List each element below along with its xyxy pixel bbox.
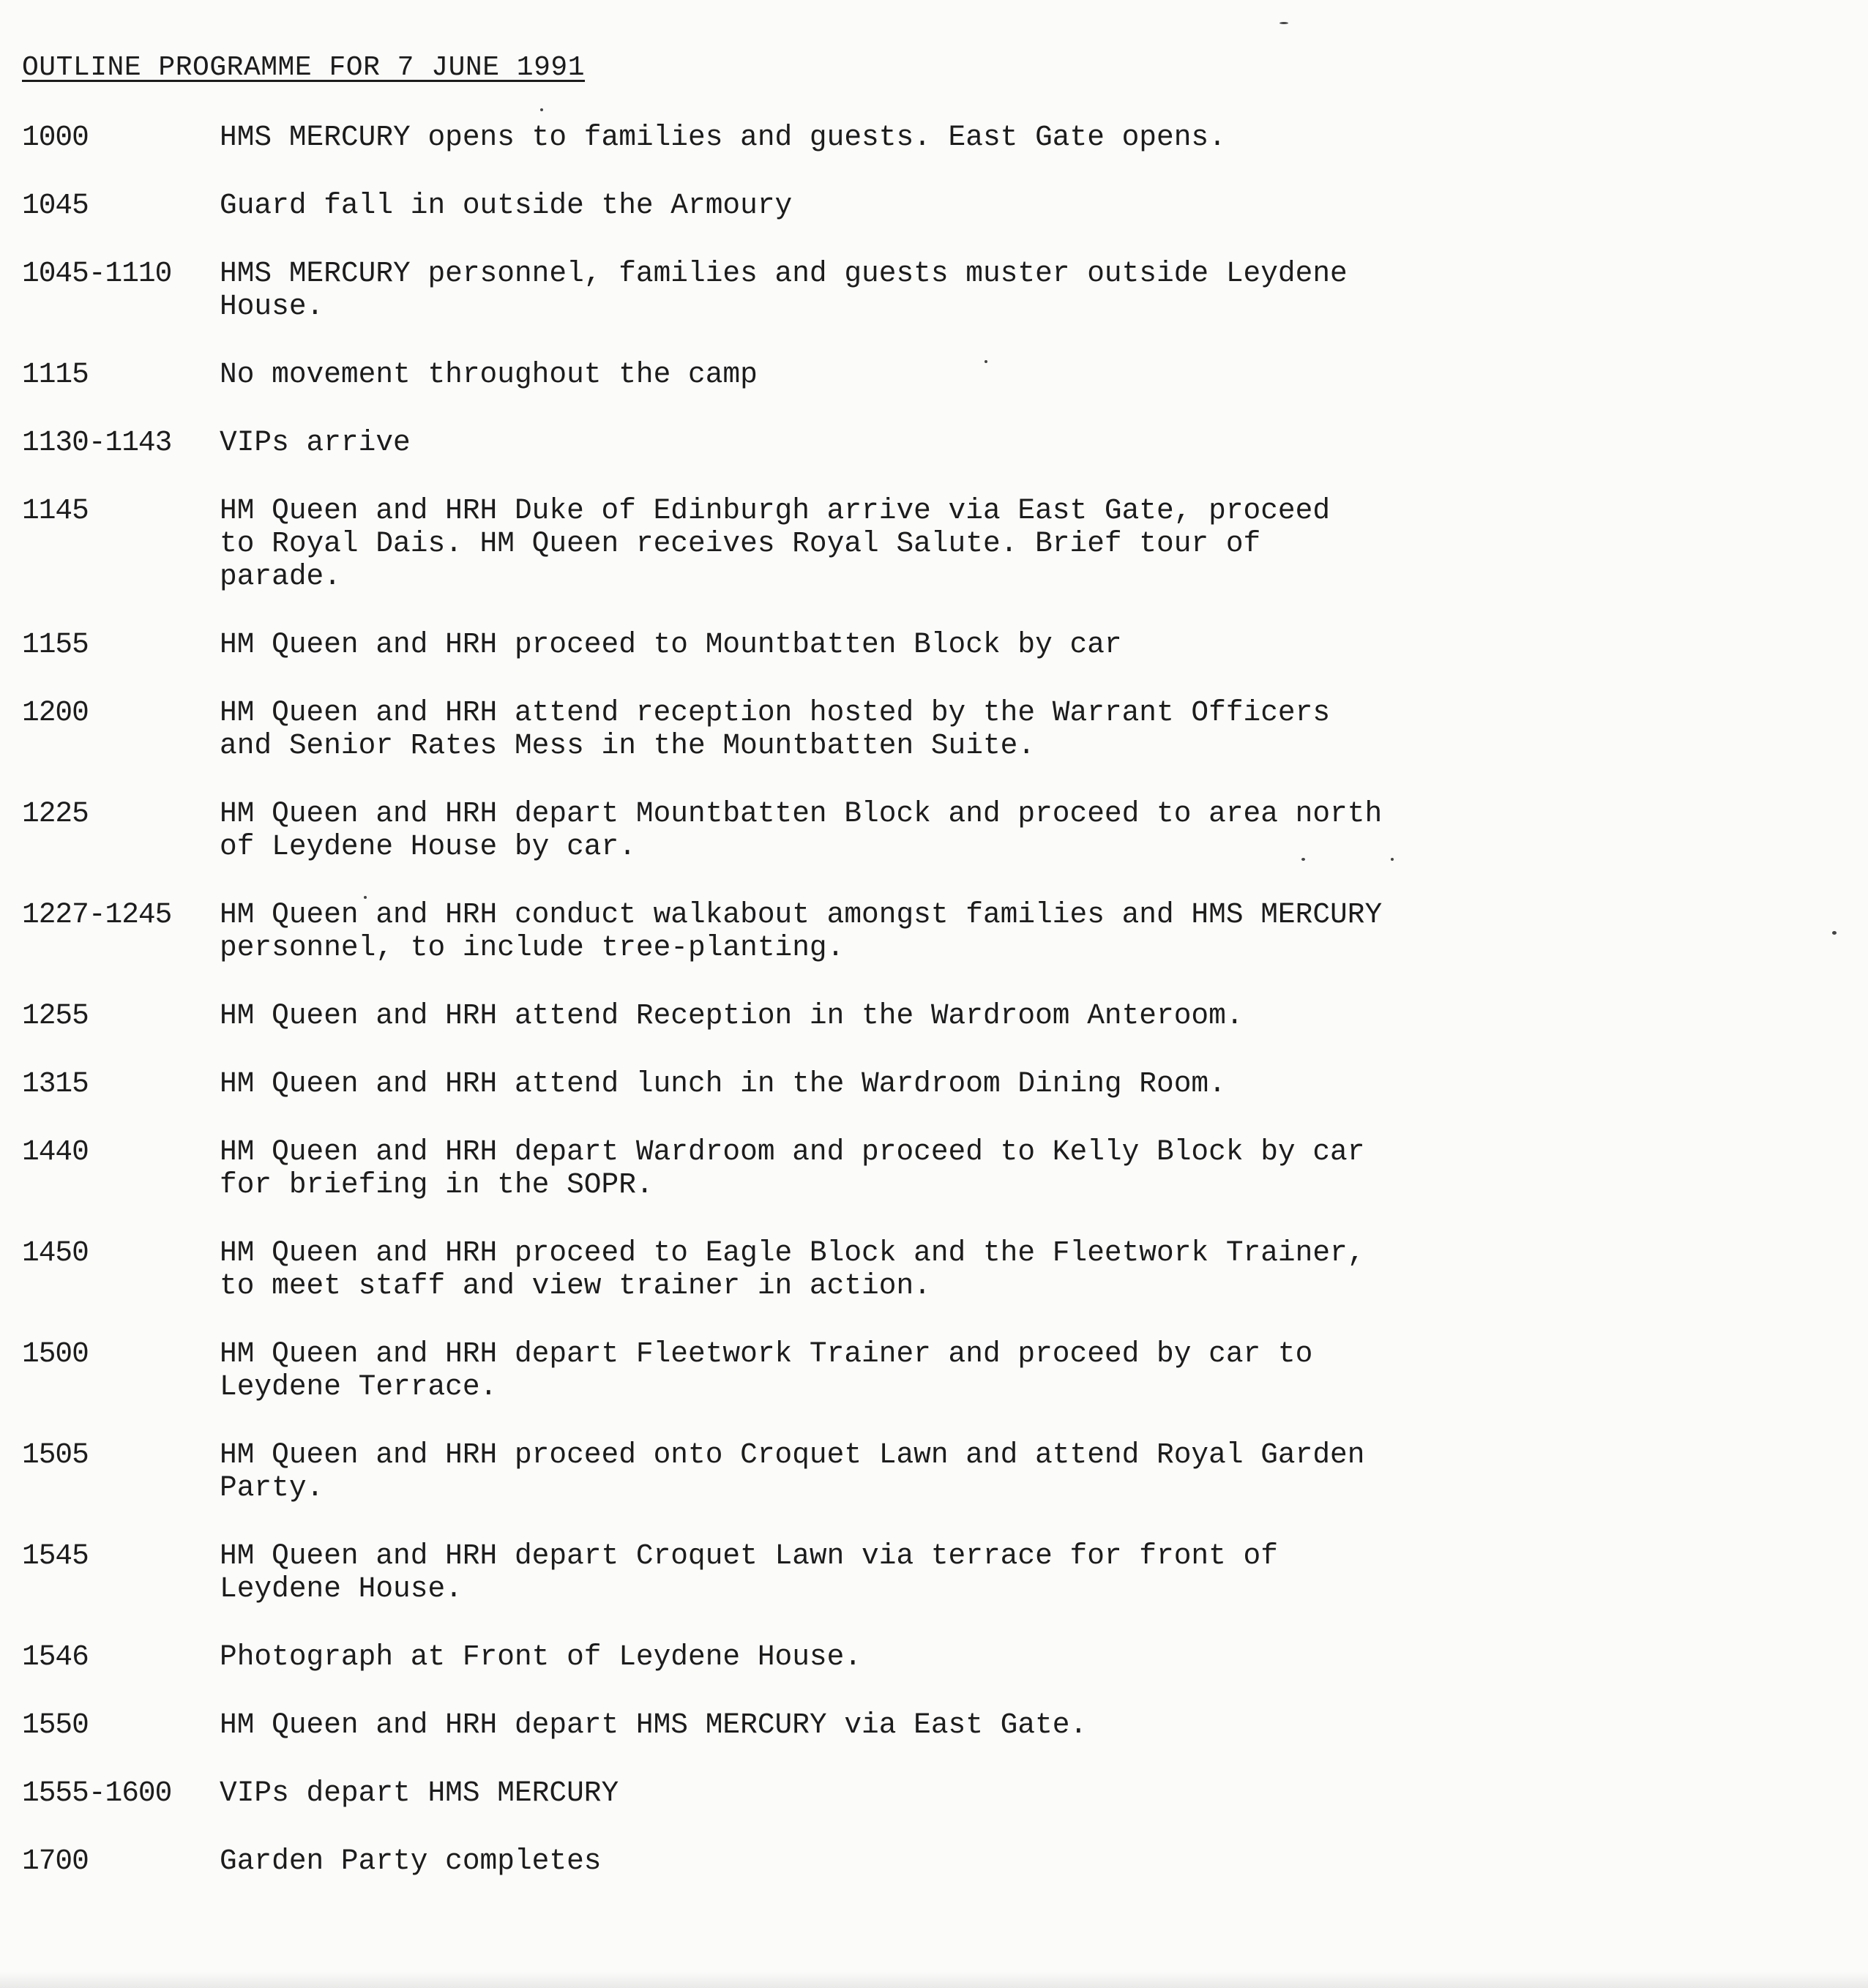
entry-time: 1115: [22, 358, 89, 391]
entry-time: 1155: [22, 628, 89, 661]
entry-description: Photograph at Front of Leydene House.: [220, 1640, 862, 1673]
entry-description: VIPs depart HMS MERCURY: [220, 1776, 619, 1809]
programme-entry: [22, 1135, 1471, 1201]
entry-description: HM Queen and HRH depart Mountbatten Block and proceed to area north of Leydene House by car.: [220, 797, 1383, 863]
entry-description: Guard fall in outside the Armoury: [220, 189, 793, 222]
programme-entry: [22, 999, 1471, 1032]
entry-time: 1130-1143: [22, 426, 172, 459]
entry-description: HM Queen and HRH attend lunch in the Wardroom Dining Room.: [220, 1067, 1226, 1100]
entry-time: 1315: [22, 1067, 89, 1100]
entry-description: Garden Party completes: [220, 1845, 602, 1877]
entry-description: HM Queen and HRH depart Fleetwork Trainer and proceed by car to Leydene Terrace.: [220, 1337, 1313, 1403]
entry-description: HMS MERCURY personnel, families and guests muster outside Leydene House.: [220, 257, 1348, 323]
entry-description: HM Queen and HRH depart Wardroom and proceed to Kelly Block by car for briefing in the SOPR.: [220, 1135, 1365, 1201]
programme-entry: [22, 1640, 1471, 1673]
page-bottom-edge: [0, 1972, 1868, 1988]
entry-description: HMS MERCURY opens to families and guests. East Gate opens.: [220, 121, 1226, 154]
programme-entry: [22, 1845, 1471, 1877]
entry-time: 1546: [22, 1640, 89, 1673]
programme-entry: [22, 426, 1471, 459]
entry-time: 1700: [22, 1845, 89, 1877]
programme-entry: [22, 696, 1471, 762]
entry-time: 1225: [22, 797, 89, 830]
programme-entry: [22, 257, 1471, 323]
entry-time: 1545: [22, 1539, 89, 1572]
entry-time: 1555-1600: [22, 1776, 172, 1809]
entry-description: VIPs arrive: [220, 426, 411, 459]
entry-time: 1000: [22, 121, 89, 154]
programme-entry: [22, 1337, 1471, 1403]
entry-description: HM Queen and HRH proceed onto Croquet Lawn and attend Royal Garden Party.: [220, 1438, 1365, 1504]
programme-entry: [22, 628, 1471, 661]
programme-entry: [22, 189, 1471, 222]
document-title: OUTLINE PROGRAMME FOR 7 JUNE 1991: [22, 52, 586, 83]
entry-description: HM Queen and HRH conduct walkabout amongst families and HMS MERCURY personnel, to include tree-planting.: [220, 898, 1383, 964]
programme-entry: [22, 1776, 1471, 1809]
entry-description: HM Queen and HRH depart Croquet Lawn via terrace for front of Leydene House.: [220, 1539, 1278, 1605]
entry-time: 1505: [22, 1438, 89, 1471]
entry-description: HM Queen and HRH proceed to Eagle Block and the Fleetwork Trainer, to meet staff and view trainer in action.: [220, 1236, 1365, 1302]
programme-entry: [22, 898, 1471, 964]
entry-time: 1450: [22, 1236, 89, 1269]
entry-description: HM Queen and HRH attend reception hosted by the Warrant Officers and Senior Rates Mess in the Mountbatten Suite.: [220, 696, 1331, 762]
entry-description: HM Queen and HRH proceed to Mountbatten Block by car: [220, 628, 1122, 661]
programme-entry: [22, 1539, 1471, 1605]
programme-document: [22, 51, 1471, 1913]
entry-time: 1045: [22, 189, 89, 222]
entry-time: 1255: [22, 999, 89, 1032]
entry-time: 1145: [22, 494, 89, 527]
programme-entry: [22, 121, 1471, 154]
scan-speck: [1832, 931, 1837, 935]
programme-entry: [22, 1438, 1471, 1504]
scan-speck: [1279, 22, 1288, 24]
entry-time: 1045-1110: [22, 257, 172, 290]
entry-description: HM Queen and HRH Duke of Edinburgh arrive via East Gate, proceed to Royal Dais. HM Queen receives Royal Salute. Brief tour of parade.: [220, 494, 1331, 593]
programme-entry: [22, 494, 1471, 593]
programme-entry: [22, 797, 1471, 863]
entry-time: 1440: [22, 1135, 89, 1168]
programme-entry: [22, 1067, 1471, 1100]
entry-time: 1500: [22, 1337, 89, 1370]
programme-entry: [22, 1236, 1471, 1302]
entry-description: HM Queen and HRH attend Reception in the Wardroom Anteroom.: [220, 999, 1244, 1032]
entry-time: 1227-1245: [22, 898, 172, 931]
entry-time: 1550: [22, 1708, 89, 1741]
programme-entry: [22, 1708, 1471, 1741]
programme-entry: [22, 358, 1471, 391]
entry-description: No movement throughout the camp: [220, 358, 758, 391]
entry-time: 1200: [22, 696, 89, 729]
entry-description: HM Queen and HRH depart HMS MERCURY via East Gate.: [220, 1708, 1088, 1741]
